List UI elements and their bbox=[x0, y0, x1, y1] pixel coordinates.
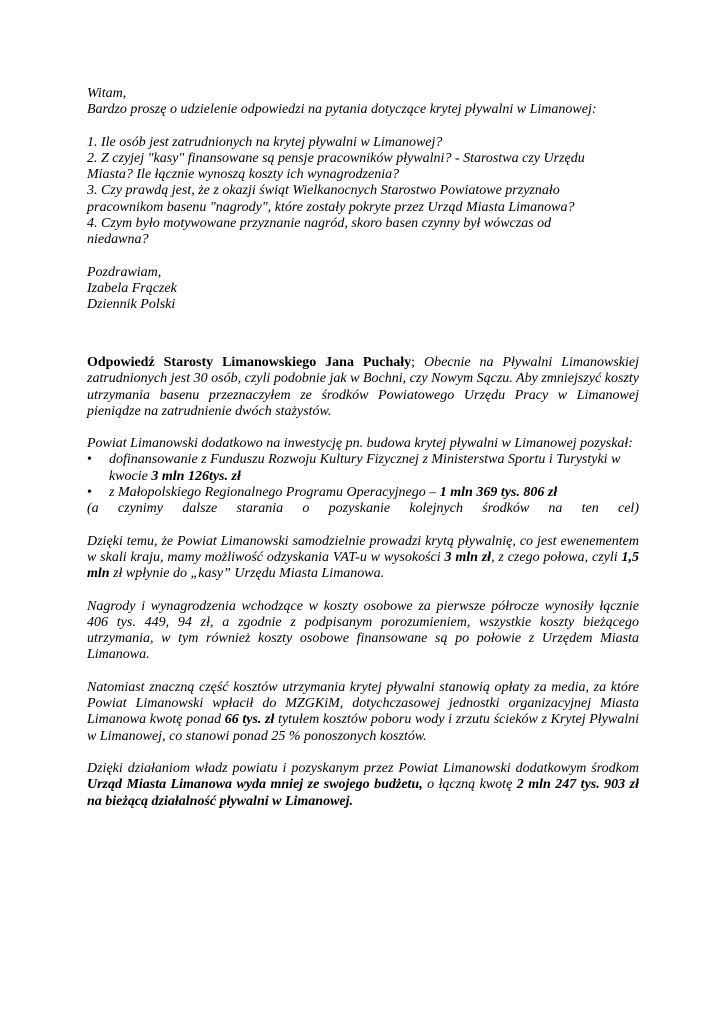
bullet-icon: • bbox=[87, 485, 92, 501]
answer-paragraph-7: Dzięki działaniom władz powiatu i pozyskanym przez Powiat Limanowski dodatkowym środkom Urząd Miasta Limanowa wyda mniej ze swojego budżetu, o łączną kwotę 2 mln 247 tys. 903 zł na bieżącą działalność pływalni w Limanowej. bbox=[87, 760, 639, 809]
answer-paragraph-6: Natomiast znaczną część kosztów utrzymania krytej pływalni stanowią opłaty za media, za które Powiat Limanowski wpłacił do MZGKiM, dotychczasowej jednostki organizacyjnej Miasta Limanowa kwotę ponad 66 tys. zł tytułem kosztów poboru wody i zrzutu ścieków z Krytej Pływalni w Limanowej, co stanowi ponad 25 % ponoszonych kosztów. bbox=[87, 679, 640, 744]
answer-paragraph-4: Dzięki temu, że Powiat Limanowski samodzielnie prowadzi krytą pływalnię, co jest ewenementem w skali kraju, mamy możliwość odzyskania VAT-u w wysokości 3 mln zł, z czego połowa, czyli 1,5 mln zł wpłynie do „kasy” Urzędu Miasta Limanowa. bbox=[87, 533, 639, 582]
intro-line: Bardzo proszę o udzielenie odpowiedzi na pytania dotyczące krytej pływalni w Limanowej: bbox=[87, 102, 597, 118]
closing: Pozdrawiam, bbox=[87, 264, 162, 280]
question-line: 1. Ile osób jest zatrudnionych na krytej pływalni w Limanowej? bbox=[87, 134, 443, 150]
question-line: niedawna? bbox=[87, 232, 149, 248]
question-line: 2. Z czyjej "kasy" finansowane są pensje pracowników pływalni? - Starostwa czy Urzędu bbox=[87, 150, 585, 166]
question-line: 4. Czym było motywowane przyznanie nagród, skoro basen czynny był wówczas od bbox=[87, 216, 552, 232]
answer-paragraph-5: Nagrody i wynagrodzenia wchodzące w koszty osobowe za pierwsze półrocze wynosiły łącznie 406 tys. 449, 94 zł, a zgodnie z podpisanym porozumieniem, wszystkie koszty bieżącego utrzymania, w tym również koszty osobowe finansowane są po połowie z Urzędem Miasta Limanowa. bbox=[87, 598, 639, 663]
bullet-icon: • bbox=[87, 452, 92, 468]
greeting: Witam, bbox=[87, 86, 127, 101]
answer-paragraph-3: (a czynimy dalsze starania o pozyskanie kolejnych środków na ten cel) bbox=[87, 501, 639, 517]
answer-heading: Odpowiedź Starosty Limanowskiego Jana Puchały bbox=[87, 355, 412, 370]
question-line: 3. Czy prawdą jest, że z okazji świąt Wielkanocnych Starostwo Powiatowe przyznało bbox=[87, 183, 560, 199]
answer-section bbox=[87, 355, 639, 810]
author-name: Izabela Frączek bbox=[87, 280, 177, 296]
list-item: • z Małopolskiego Regionalnego Programu Operacyjnego – 1 mln 369 tys. 806 zł bbox=[87, 485, 558, 501]
list-item: • dofinansowanie z Funduszu Rozwoju Kultury Fizycznej z Ministerstwa Sportu i Turystyki w kwocie 3 mln 126tys. zł bbox=[87, 452, 621, 484]
letter-section bbox=[87, 86, 639, 314]
question-line: Miasta? Ile łącznie wynoszą koszty ich wynagrodzenia? bbox=[87, 167, 400, 183]
organization: Dziennik Polski bbox=[87, 297, 176, 313]
answer-paragraph-1: Odpowiedź Starosty Limanowskiego Jana Puchały; Obecnie na Pływalni Limanowskiej zatrudnionych jest 30 osób, czyli podobnie jak w Bochni, czy Nowym Sączu. Aby zmniejszyć koszty utrzymania basenu przeznaczyłem ze środków Powiatowego Urzędu Pracy w Limanowej pieniądze na zatrudnienie dwóch stażystów. bbox=[87, 355, 639, 419]
question-line: pracownikom basenu "nagrody", które zostały pokryte przez Urząd Miasta Limanowa? bbox=[87, 199, 575, 215]
funding-list bbox=[87, 452, 639, 501]
answer-paragraph-2: Powiat Limanowski dodatkowo na inwestycję pn. budowa krytej pływalni w Limanowej pozyskał: bbox=[87, 436, 633, 452]
